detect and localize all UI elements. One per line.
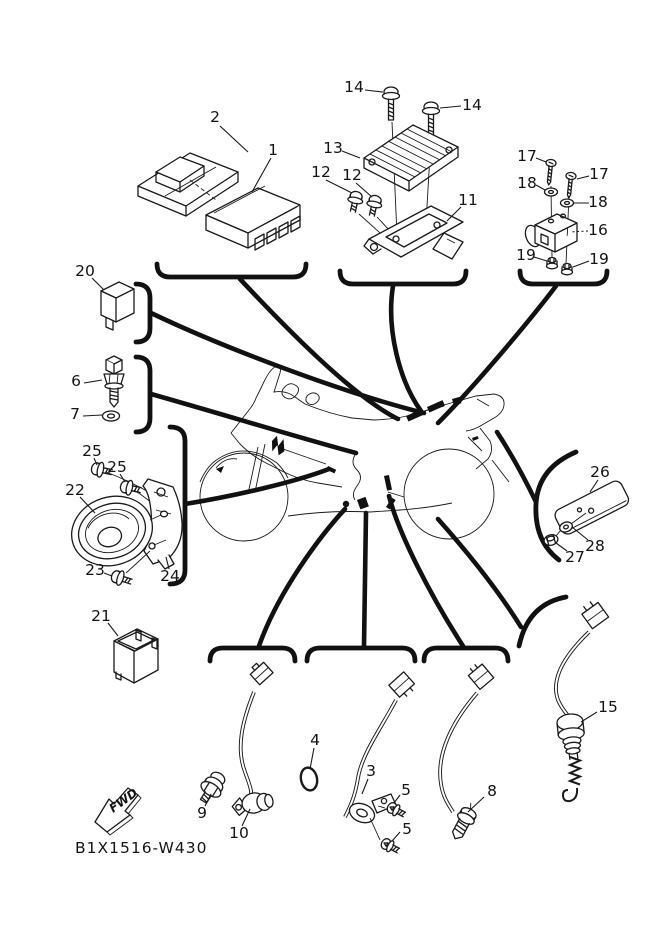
part-label-26: 26 xyxy=(590,463,610,481)
part-label-10: 10 xyxy=(229,824,249,842)
part-label-19-b: 19 xyxy=(589,250,609,268)
part-temp-sensor-6 xyxy=(104,356,124,407)
part-label-5-b: 5 xyxy=(402,820,412,838)
part-label-22: 22 xyxy=(65,481,85,499)
part-label-3: 3 xyxy=(366,762,376,780)
washer-18-a xyxy=(545,188,558,196)
part-ecu-1 xyxy=(206,186,300,250)
part-label-5-a: 5 xyxy=(401,781,411,799)
part-label-2: 2 xyxy=(210,108,220,126)
brace-sidestand-group xyxy=(519,597,566,646)
bolt-14-a xyxy=(383,87,400,120)
part-label-18-b: 18 xyxy=(588,193,608,211)
part-oil-switch-9 xyxy=(194,768,230,807)
part-label-12-a: 12 xyxy=(311,163,331,181)
part-label-15: 15 xyxy=(598,698,618,716)
bolt-12-a xyxy=(346,190,365,213)
bolt-25-b xyxy=(119,479,142,498)
screw-17-b xyxy=(564,172,577,198)
belly-line xyxy=(288,503,452,516)
part-washer-7 xyxy=(103,411,120,421)
part-label-21: 21 xyxy=(91,607,111,625)
bolt-12-b xyxy=(365,194,384,217)
leader-o2-sensor xyxy=(389,496,463,646)
leader-reflector xyxy=(497,432,536,502)
brace-temp-sensor xyxy=(136,357,150,432)
part-label-27: 27 xyxy=(565,548,585,566)
part-rectifier-13 xyxy=(364,125,458,191)
brace-sensor3-group xyxy=(307,648,415,661)
wheel-arrow xyxy=(216,459,237,468)
brace-speed-sensor-group xyxy=(210,648,295,661)
brace-relay20 xyxy=(136,284,150,342)
leader-relay16 xyxy=(438,286,556,423)
part-label-23: 23 xyxy=(85,561,105,579)
part-sensor-3 xyxy=(345,672,417,840)
part-speed-sensor-10 xyxy=(230,659,274,817)
spring-hook xyxy=(563,788,577,801)
part-label-13: 13 xyxy=(323,139,343,157)
screw-17-a xyxy=(544,159,557,185)
front-fender xyxy=(200,451,288,482)
part-label-24: 24 xyxy=(160,567,180,585)
part-labels xyxy=(65,78,618,842)
harness-curve xyxy=(353,452,361,500)
fwd-label: FWD xyxy=(106,785,141,816)
diagram-code: B1X1516-W430 xyxy=(75,839,208,857)
part-label-18-a: 18 xyxy=(517,174,537,192)
leader-speed-sensor xyxy=(259,509,345,646)
part-oring-4 xyxy=(299,766,319,792)
part-label-28: 28 xyxy=(585,537,605,555)
bolt-23 xyxy=(109,568,133,589)
part-label-1: 1 xyxy=(268,141,278,159)
brace-o2-sensor-group xyxy=(424,648,508,661)
part-label-25-a: 25 xyxy=(82,442,102,460)
part-label-16: 16 xyxy=(588,221,608,239)
part-label-14-a: 14 xyxy=(344,78,364,96)
fwd-arrow xyxy=(95,786,141,835)
group-braces xyxy=(136,264,607,661)
part-label-14-b: 14 xyxy=(462,96,482,114)
leader-sidestand xyxy=(438,519,521,627)
part-bracket-11 xyxy=(364,206,463,259)
marker-pointer xyxy=(283,449,326,464)
leader-sensor3 xyxy=(364,513,366,646)
brace-ecu-group xyxy=(157,264,306,277)
part-label-20: 20 xyxy=(75,262,95,280)
part-label-7: 7 xyxy=(70,405,80,423)
sidestand-spring xyxy=(570,757,580,785)
part-label-17-a: 17 xyxy=(517,147,537,165)
part-box-21 xyxy=(114,629,158,683)
leader-rectifier xyxy=(391,286,421,411)
part-label-8: 8 xyxy=(487,782,497,800)
part-label-4: 4 xyxy=(310,731,320,749)
part-label-19-a: 19 xyxy=(516,246,536,264)
part-label-25-b: 25 xyxy=(107,458,127,476)
part-label-11: 11 xyxy=(458,191,478,209)
washer-18-b xyxy=(561,199,574,207)
part-label-9: 9 xyxy=(197,804,207,822)
screw-5-b xyxy=(379,837,401,856)
nut-19-b xyxy=(562,264,573,275)
nut-19-a xyxy=(547,258,558,269)
part-label-17-b: 17 xyxy=(589,165,609,183)
part-label-6: 6 xyxy=(71,372,81,390)
part-label-12-b: 12 xyxy=(342,166,362,184)
part-o2-sensor-8 xyxy=(440,661,494,843)
label-pointer-lines xyxy=(80,90,598,841)
brace-rectifier-group xyxy=(340,271,466,284)
bolt-14-b xyxy=(423,102,440,135)
rear-wheel xyxy=(404,449,494,539)
part-relay-20 xyxy=(101,282,134,330)
